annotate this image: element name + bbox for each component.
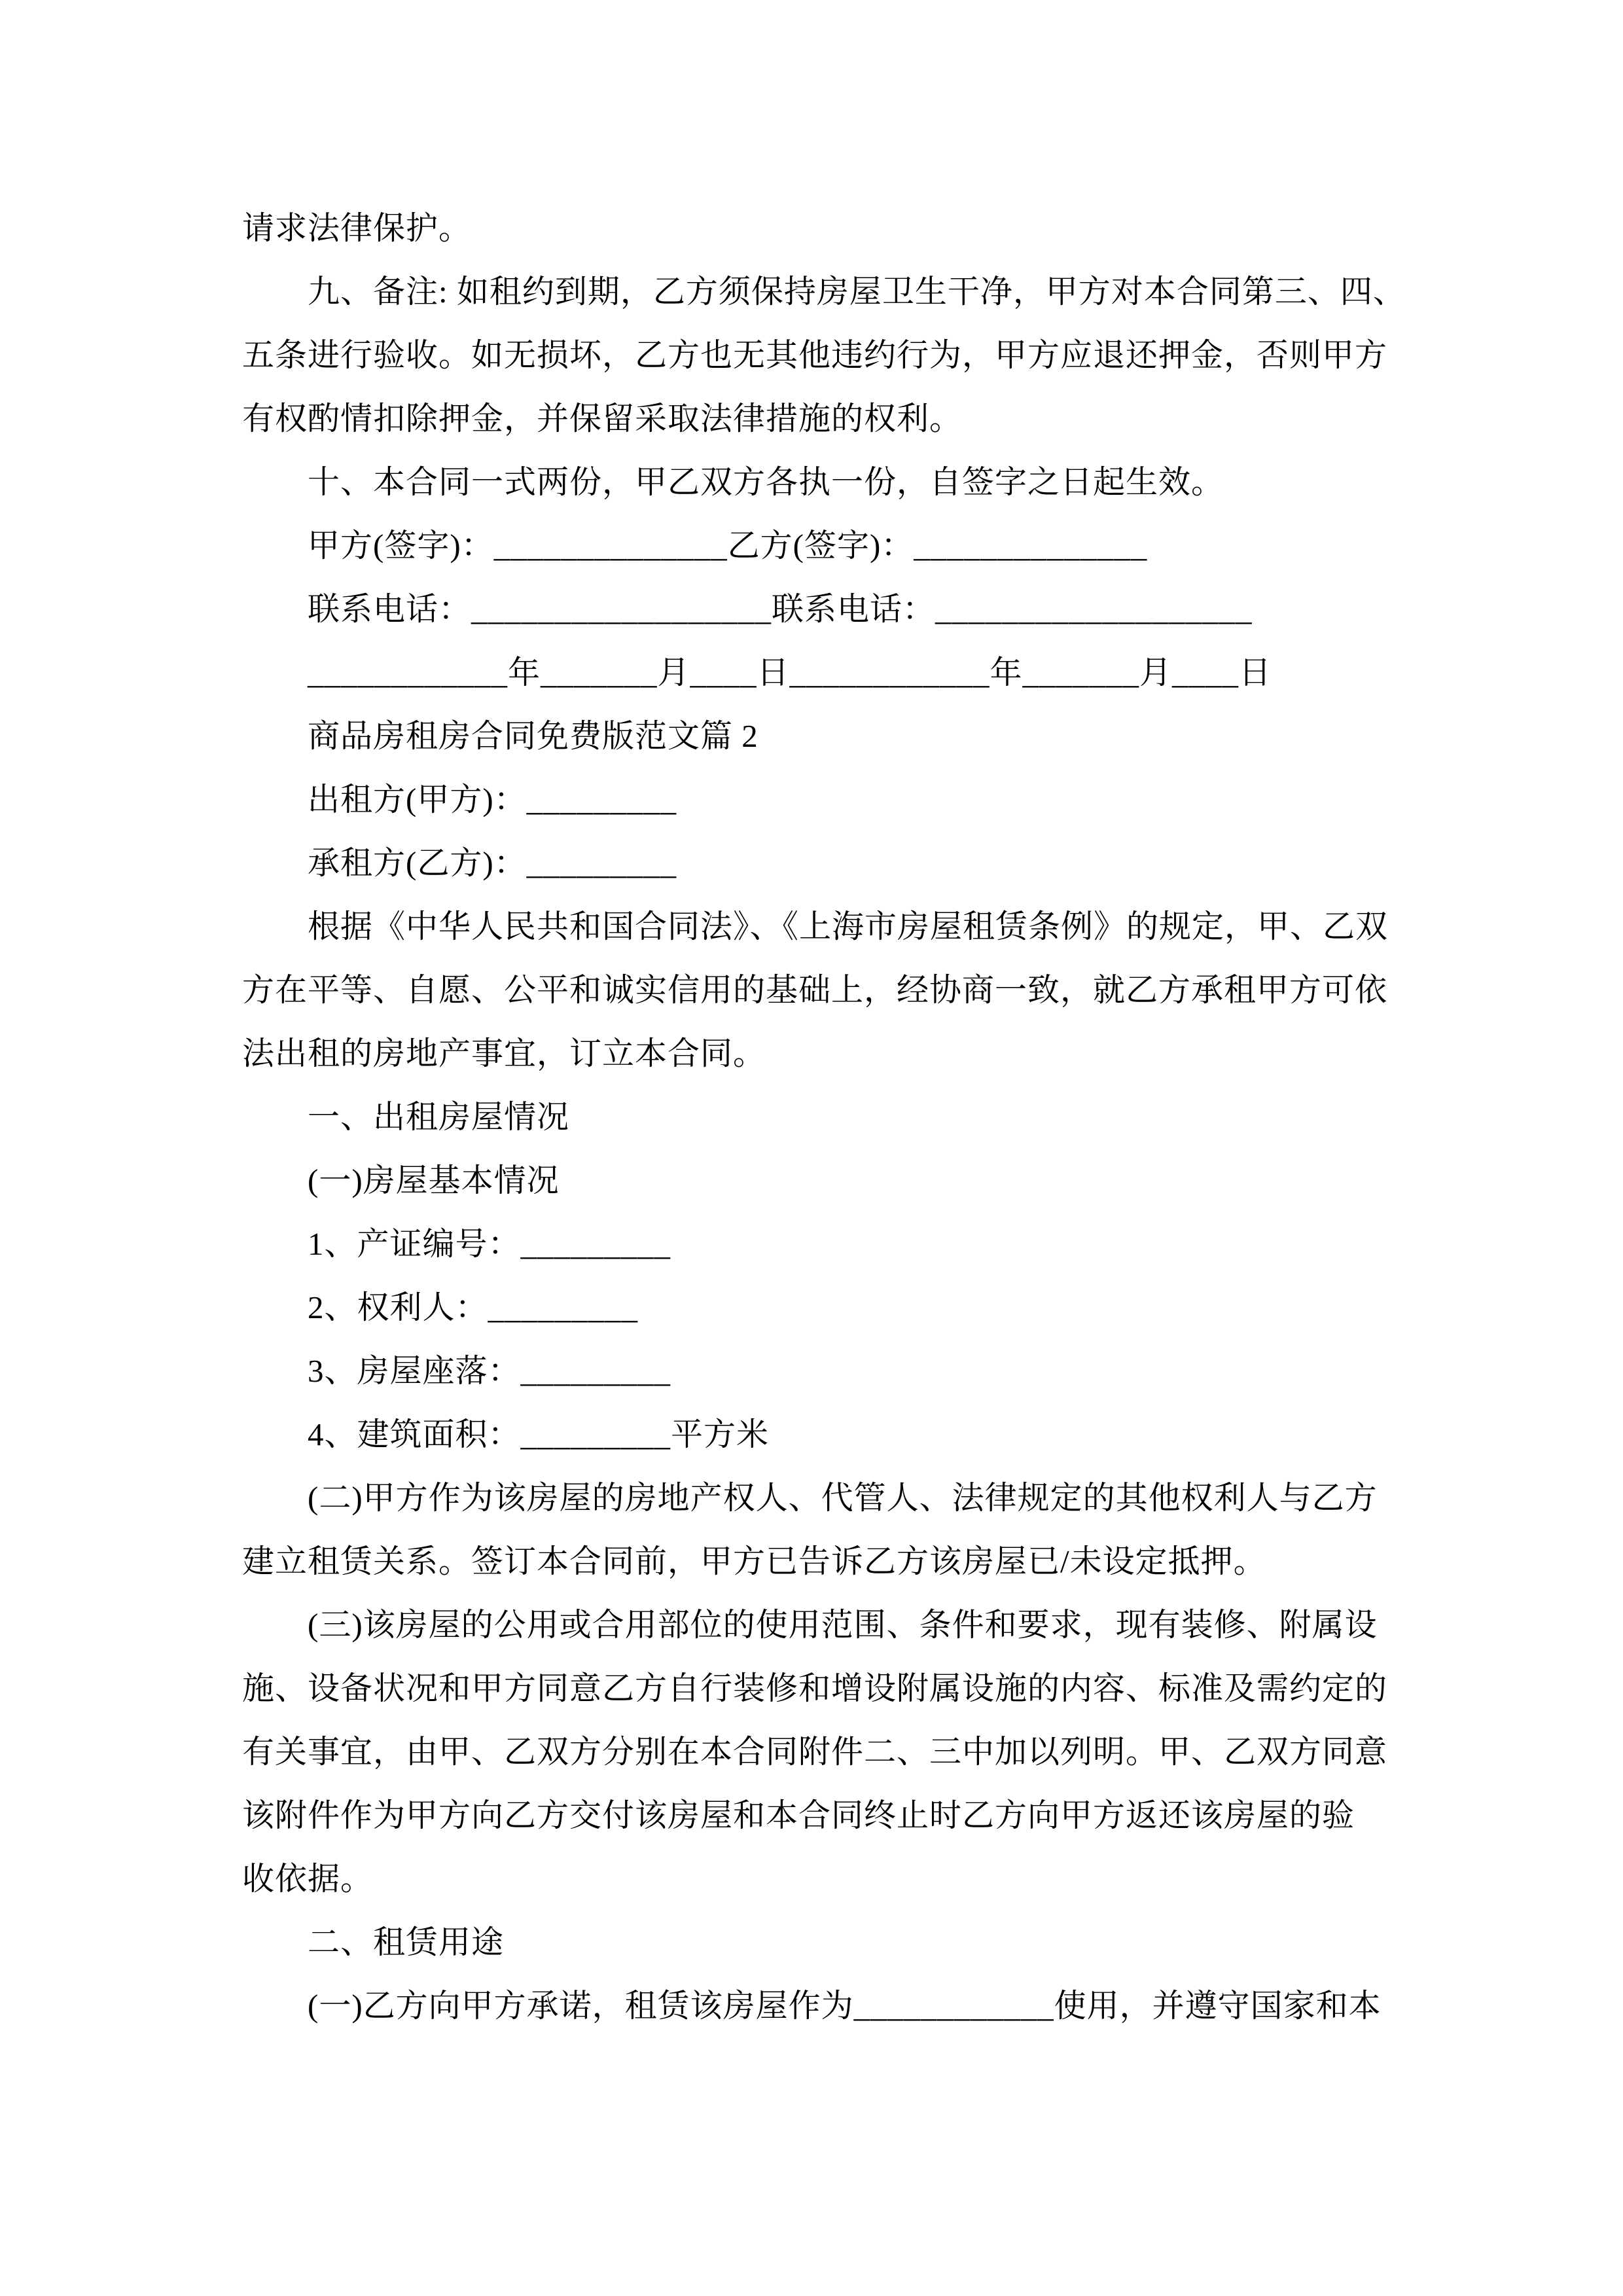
doc-line: (二)甲方作为该房屋的房地产权人、代管人、法律规定的其他权利人与乙方 (308, 1480, 1378, 1516)
form-line: 承租方(乙方)：_________ (308, 845, 677, 881)
contract-text-block (242, 196, 1407, 2037)
doc-line: 收依据。 (242, 1861, 374, 1897)
doc-line: 法出租的房地产事宜，订立本合同。 (242, 1035, 766, 1071)
doc-line: 请求法律保护。 (242, 210, 472, 246)
doc-line: 建立租赁关系。签订本合同前，甲方已告诉乙方该房屋已/未设定抵押。 (242, 1543, 1266, 1579)
doc-line: 根据《中华人民共和国合同法》、《上海市房屋租赁条例》的规定，甲、乙双 (308, 908, 1389, 944)
doc-line: 该附件作为甲方向乙方交付该房屋和本合同终止时乙方向甲方返还该房屋的验 (242, 1797, 1355, 1833)
form-line: 4、建筑面积：_________平方米 (308, 1416, 770, 1452)
form-line: 3、房屋座落：_________ (308, 1353, 671, 1389)
form-line: 出租方(甲方)：_________ (308, 781, 677, 817)
doc-line: (三)该房屋的公用或合用部位的使用范围、条件和要求，现有装修、附属设 (308, 1607, 1378, 1643)
doc-line: 一、出租房屋情况 (308, 1099, 570, 1135)
form-line: 2、权利人：_________ (308, 1289, 639, 1325)
form-line: 1、产证编号：_________ (308, 1226, 671, 1262)
doc-line: 施、设备状况和甲方同意乙方自行装修和增设附属设施的内容、标准及需约定的 (242, 1670, 1388, 1706)
doc-line: 五条进行验收。如无损坏，乙方也无其他违约行为，甲方应退还押金，否则甲方 (242, 337, 1388, 373)
doc-line: 有关事宜，由甲、乙双方分别在本合同附件二、三中加以列明。甲、乙双方同意 (242, 1734, 1388, 1770)
doc-line: (一)房屋基本情况 (308, 1162, 560, 1198)
date-row: ____________年_______月____日____________年_______月____日 (308, 655, 1272, 691)
doc-line: 十、本合同一式两份，甲乙双方各执一份，自签字之日起生效。 (308, 464, 1224, 500)
signature-row: 甲方(签字)：______________乙方(签字)：______________ (308, 528, 1148, 564)
doc-line: 二、租赁用途 (308, 1924, 505, 1960)
doc-line: (一)乙方向甲方承诺，租赁该房屋作为____________使用，并遵守国家和本 (308, 1988, 1382, 2024)
doc-line: 方在平等、自愿、公平和诚实信用的基础上，经协商一致，就乙方承租甲方可依 (242, 972, 1388, 1008)
doc-line: 九、备注: 如租约到期，乙方须保持房屋卫生干净，甲方对本合同第三、四、 (308, 274, 1406, 310)
phone-row: 联系电话：__________________联系电话：___________________ (308, 591, 1253, 627)
section-title: 商品房租房合同免费版范文篇 2 (308, 718, 758, 754)
doc-line: 有权酌情扣除押金，并保留采取法律措施的权利。 (242, 401, 963, 437)
